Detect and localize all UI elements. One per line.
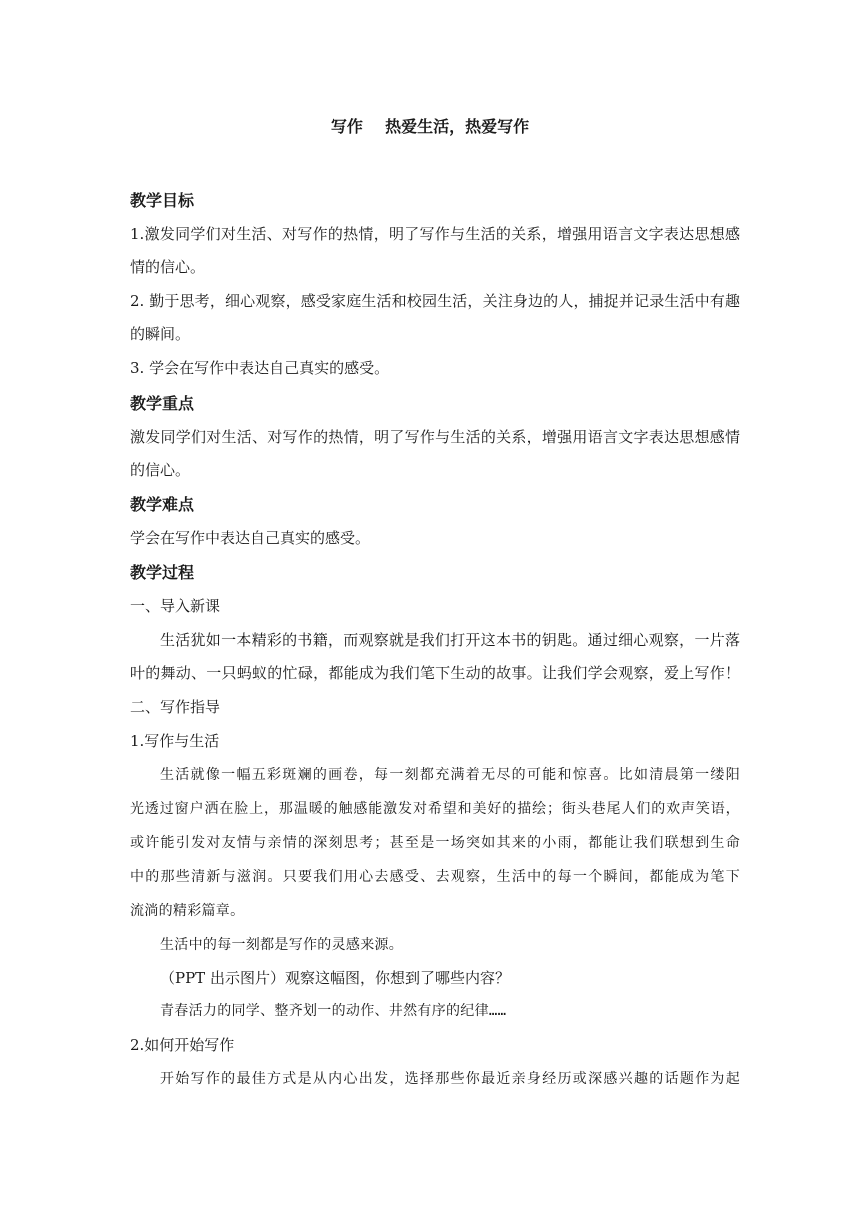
sub2-para-line-1: 开始写作的最佳方式是从内心出发，选择那些你最近亲身经历或深感兴趣的话题作为起 bbox=[160, 1071, 740, 1087]
sub1-para-2: 生活中的每一刻都是写作的灵感来源。 bbox=[160, 937, 404, 953]
sub1-para-line-4: 中的那些清新与滋润。只要我们用心去感受、去观察，生活中的每一个瞬间，都能成为笔下 bbox=[130, 869, 740, 885]
goal-3: 3. 学会在写作中表达自己真实的感受。 bbox=[130, 359, 390, 377]
sub1-para-line-5: 流淌的精彩篇章。 bbox=[130, 903, 245, 919]
focus-line-2: 的信心。 bbox=[130, 461, 191, 479]
heading-teaching-focus: 教学重点 bbox=[130, 394, 195, 413]
sub1-para-3: （PPT 出示图片）观察这幅图，你想到了哪些内容？ bbox=[160, 969, 510, 987]
sub1-para-line-3: 或许能引发对友情与亲情的深刻思考；甚至是一场突如其来的小雨，都能让我们联想到生命 bbox=[130, 835, 740, 851]
goal-2-line-1: 2. 勤于思考，细心观察，感受家庭生活和校园生活，关注身边的人，捕捉并记录生活中有趣 bbox=[130, 292, 740, 310]
difficulty-text: 学会在写作中表达自己真实的感受。 bbox=[130, 529, 371, 547]
page-title: 写作 热爱生活，热爱写作 bbox=[330, 117, 530, 136]
heading-teaching-difficulty: 教学难点 bbox=[130, 495, 195, 514]
subsection-1-title: 1.写作与生活 bbox=[130, 732, 220, 750]
sub1-para-4: 青春活力的同学、整齐划一的动作、井然有序的纪律…… bbox=[160, 1003, 507, 1019]
step-1-title: 一、导入新课 bbox=[130, 597, 221, 615]
goal-2-line-2: 的瞬间。 bbox=[130, 325, 191, 343]
step-1-line-1: 生活犹如一本精彩的书籍，而观察就是我们打开这本书的钥匙。通过细心观察，一片落 bbox=[160, 631, 740, 649]
goal-1-line-2: 情的信心。 bbox=[130, 258, 206, 276]
step-2-title: 二、写作指导 bbox=[130, 698, 221, 716]
focus-line-1: 激发同学们对生活、对写作的热情，明了写作与生活的关系，增强用语言文字表达思想感情 bbox=[130, 428, 740, 446]
heading-teaching-goals: 教学目标 bbox=[130, 191, 195, 210]
goal-1-line-1: 1.激发同学们对生活、对写作的热情，明了写作与生活的关系，增强用语言文字表达思想感 bbox=[130, 225, 740, 243]
subsection-2-title: 2.如何开始写作 bbox=[130, 1036, 235, 1054]
step-1-line-2: 叶的舞动、一只蚂蚁的忙碌，都能成为我们笔下生动的故事。让我们学会观察，爱上写作！ bbox=[130, 664, 740, 682]
sub1-para-line-1: 生活就像一幅五彩斑斓的画卷，每一刻都充满着无尽的可能和惊喜。比如清晨第一缕阳 bbox=[160, 767, 740, 783]
sub1-para-line-2: 光透过窗户洒在脸上，那温暖的触感能激发对希望和美好的描绘；街头巷尾人们的欢声笑语， bbox=[130, 801, 740, 817]
heading-teaching-process: 教学过程 bbox=[130, 563, 195, 582]
